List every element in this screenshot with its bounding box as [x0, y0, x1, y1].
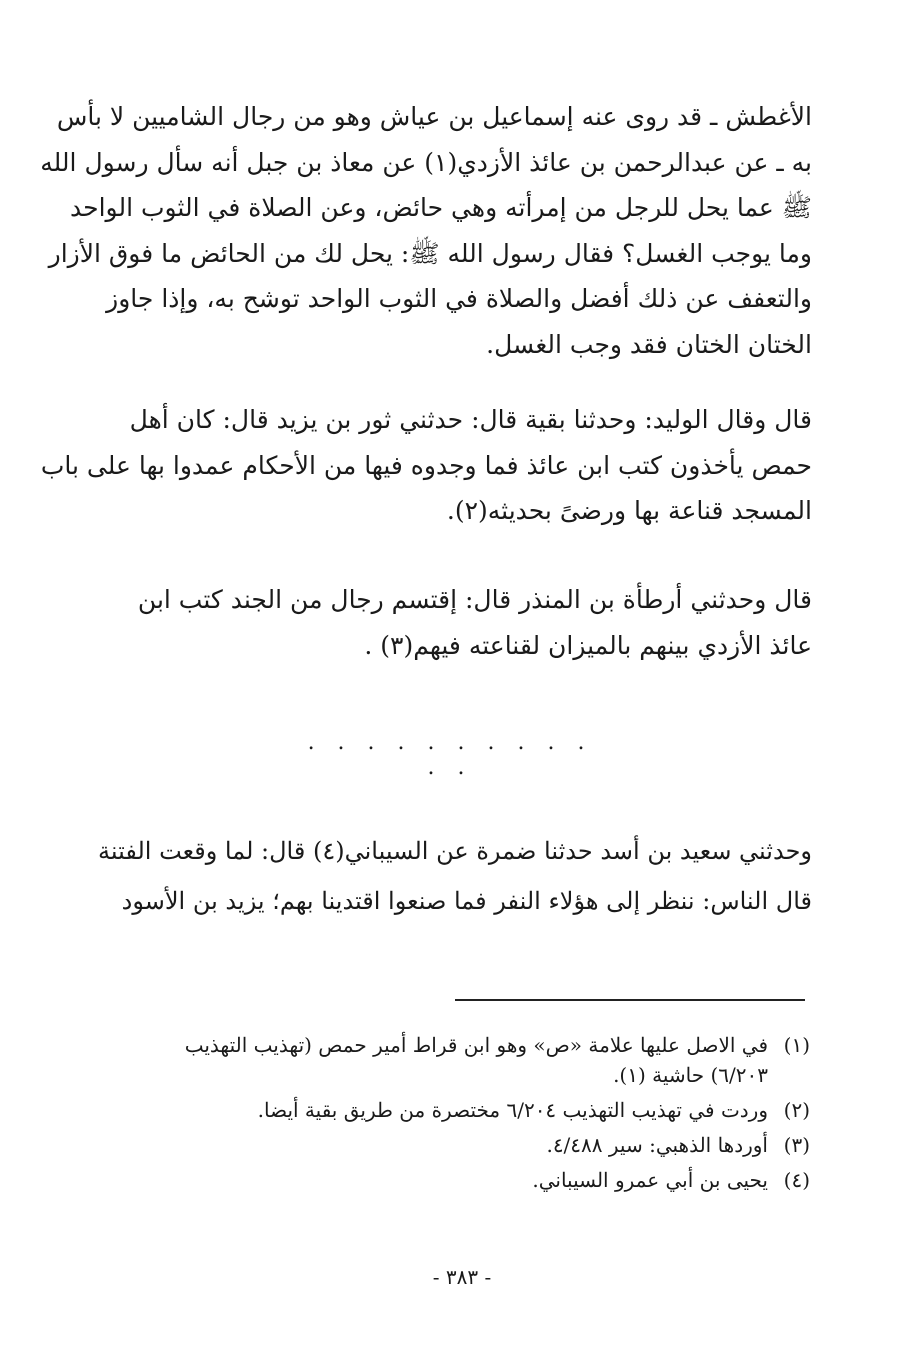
- text-line: وما يوجب الغسل؟ فقال رسول الله ﷺ: يحل لك من الحائض ما فوق الأزار: [48, 238, 812, 268]
- text-line: قال وحدثني أرطأة بن المنذر قال: إقتسم رجال من الجند كتب ابن: [137, 585, 812, 614]
- footnote-line: في الاصل عليها علامة «ص» وهو ابن قراط أمير حمص (تهذيب التهذيب: [184, 1033, 768, 1057]
- footnote-text: [110, 1030, 768, 1090]
- section-separator: . . . . . . . . . . . .: [307, 730, 593, 780]
- text-line: الختان الختان فقد وجب الغسل.: [486, 329, 812, 359]
- footnote-text: [110, 1165, 768, 1195]
- text-line: حمص يأخذون كتب ابن عائذ فما وجدوه فيها من الأحكام عمدوا بها على باب: [40, 450, 812, 480]
- paragraph-4: [97, 826, 812, 926]
- text-line: قال وقال الوليد: وحدثنا بقية قال: حدثني ثور بن يزيد قال: كان أهل: [129, 405, 812, 434]
- footnote: [110, 1130, 810, 1160]
- text-line: وحدثني سعيد بن أسد حدثنا ضمرة عن السيباني(٤) قال: لما وقعت الفتنة: [97, 837, 812, 865]
- text-line: الأغطش ـ قد روى عنه إسماعيل بن عياش وهو من رجال الشاميين لا بأس: [56, 102, 812, 131]
- paragraph-1: [40, 94, 812, 368]
- text-line: المسجد قناعة بها ورضىً بحديثه(٢).: [446, 496, 812, 526]
- text-line: به ـ عن عبدالرحمن بن عائذ الأزدي(١) عن معاذ بن جبل أنه سأل رسول الله: [40, 147, 812, 177]
- footnote-text: [110, 1130, 768, 1160]
- footnote-divider: [455, 999, 805, 1001]
- footnote-number: (٤): [783, 1168, 810, 1192]
- text-line: ﷺ عما يحل للرجل من إمرأته وهي حائض، وعن الصلاة في الثوب الواحد: [70, 193, 812, 223]
- footnote: [110, 1165, 810, 1195]
- text-line: والتعفف عن ذلك أفضل والصلاة في الثوب الواحد توشح به، وإذا جاوز: [106, 284, 812, 314]
- footnote-number: (١): [783, 1033, 810, 1057]
- footnote-line: ٦/٢٠٣) حاشية (١).: [613, 1063, 768, 1087]
- footnote-line: وردت في تهذيب التهذيب ٦/٢٠٤ مختصرة من طريق بقية أيضا.: [257, 1098, 768, 1122]
- footnotes-list: [110, 1030, 810, 1200]
- footnote-number: (٣): [783, 1133, 810, 1157]
- text-line: عائذ الأزدي بينهم بالميزان لقناعته فيهم(٣) .: [364, 630, 812, 660]
- footnote-number: (٢): [783, 1098, 810, 1122]
- footnote-line: أوردها الذهبي: سير ٤/٤٨٨.: [546, 1133, 768, 1157]
- footnote: [110, 1095, 810, 1125]
- text-line: قال الناس: ننظر إلى هؤلاء النفر فما صنعوا اقتدينا بهم؛ يزيد بن الأسود: [121, 887, 812, 915]
- paragraph-3: [112, 577, 812, 668]
- footnote: [110, 1030, 810, 1090]
- footnote-text: [110, 1095, 768, 1125]
- paragraph-2: [40, 397, 812, 534]
- page-number: - ٣٨٣ -: [432, 1265, 492, 1289]
- footnote-line: يحيى بن أبي عمرو السيباني.: [532, 1168, 768, 1192]
